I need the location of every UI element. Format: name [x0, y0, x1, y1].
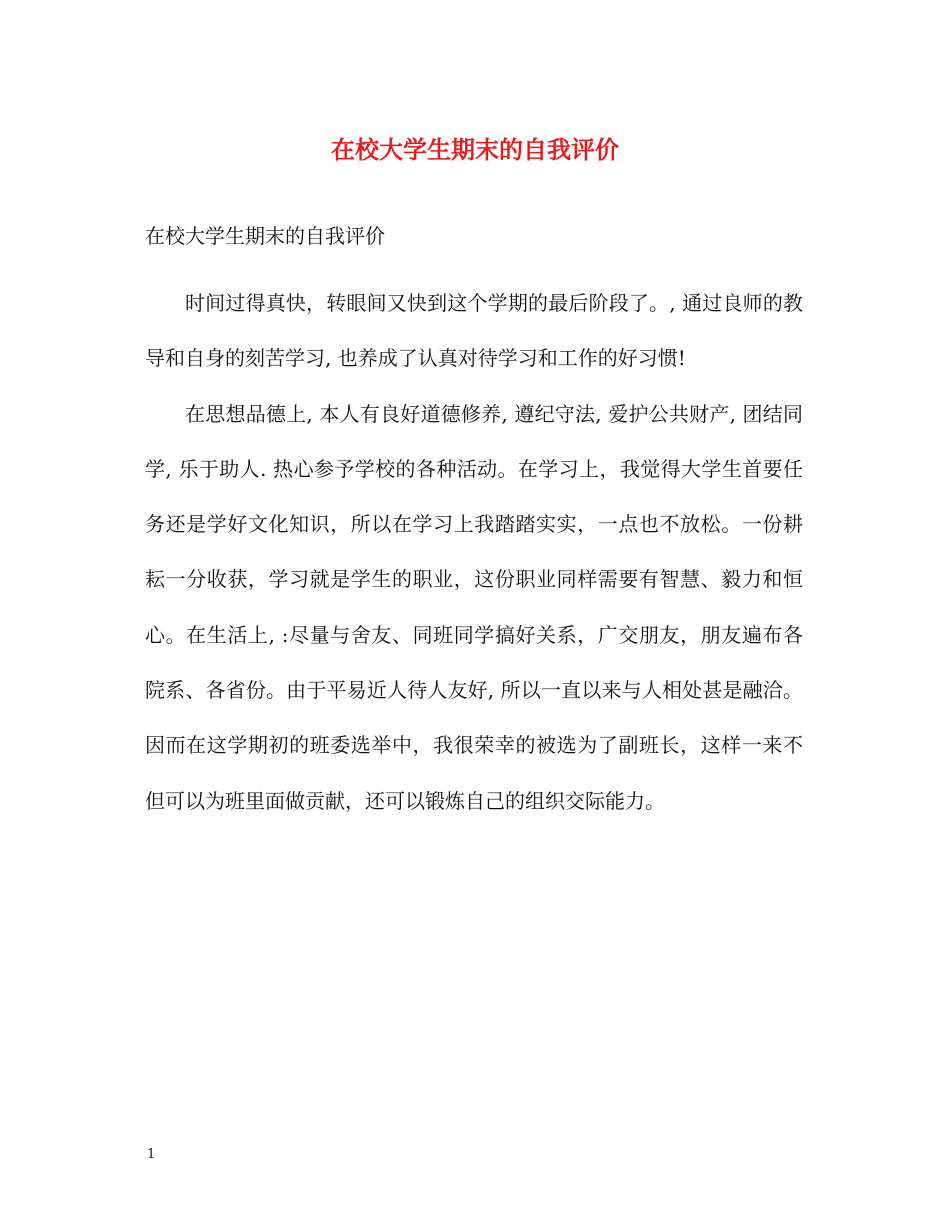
document-subtitle: 在校大学生期末的自我评价 — [145, 224, 385, 248]
document-title: 在校大学生期末的自我评价 — [331, 135, 619, 164]
paragraph-2: 在思想品德上, 本人有良好道德修养, 遵纪守法, 爱护公共财产, 团结同学, 乐于助人. 热心参予学校的各种活动。在学习上，我觉得大学生首要任务还是学好文化知识，所以在学习上我踏踏实实，一点也不放松。一份耕耘一分收获，学习就是学生的职业，这份职业同样需要有智慧、毅力和恒心。在生活上, :尽量与舍友、同班同学搞好关系，广交朋友，朋友遍布各院系、各省份。由于平易近人待人友好, 所以一直以来与人相处甚是融洽。因而在这学期初的班委选举中，我很荣幸的被选为了副班长，这样一来不但可以为班里面做贡献，还可以锻炼自己的组织交际能力。 — [145, 401, 803, 813]
page-number: 1 — [147, 1147, 156, 1162]
paragraph-1: 时间过得真快，转眼间又快到这个学期的最后阶段了。, 通过良师的教导和自身的刻苦学习, 也养成了认真对待学习和工作的好习惯! — [145, 291, 803, 371]
document-body — [145, 276, 803, 829]
